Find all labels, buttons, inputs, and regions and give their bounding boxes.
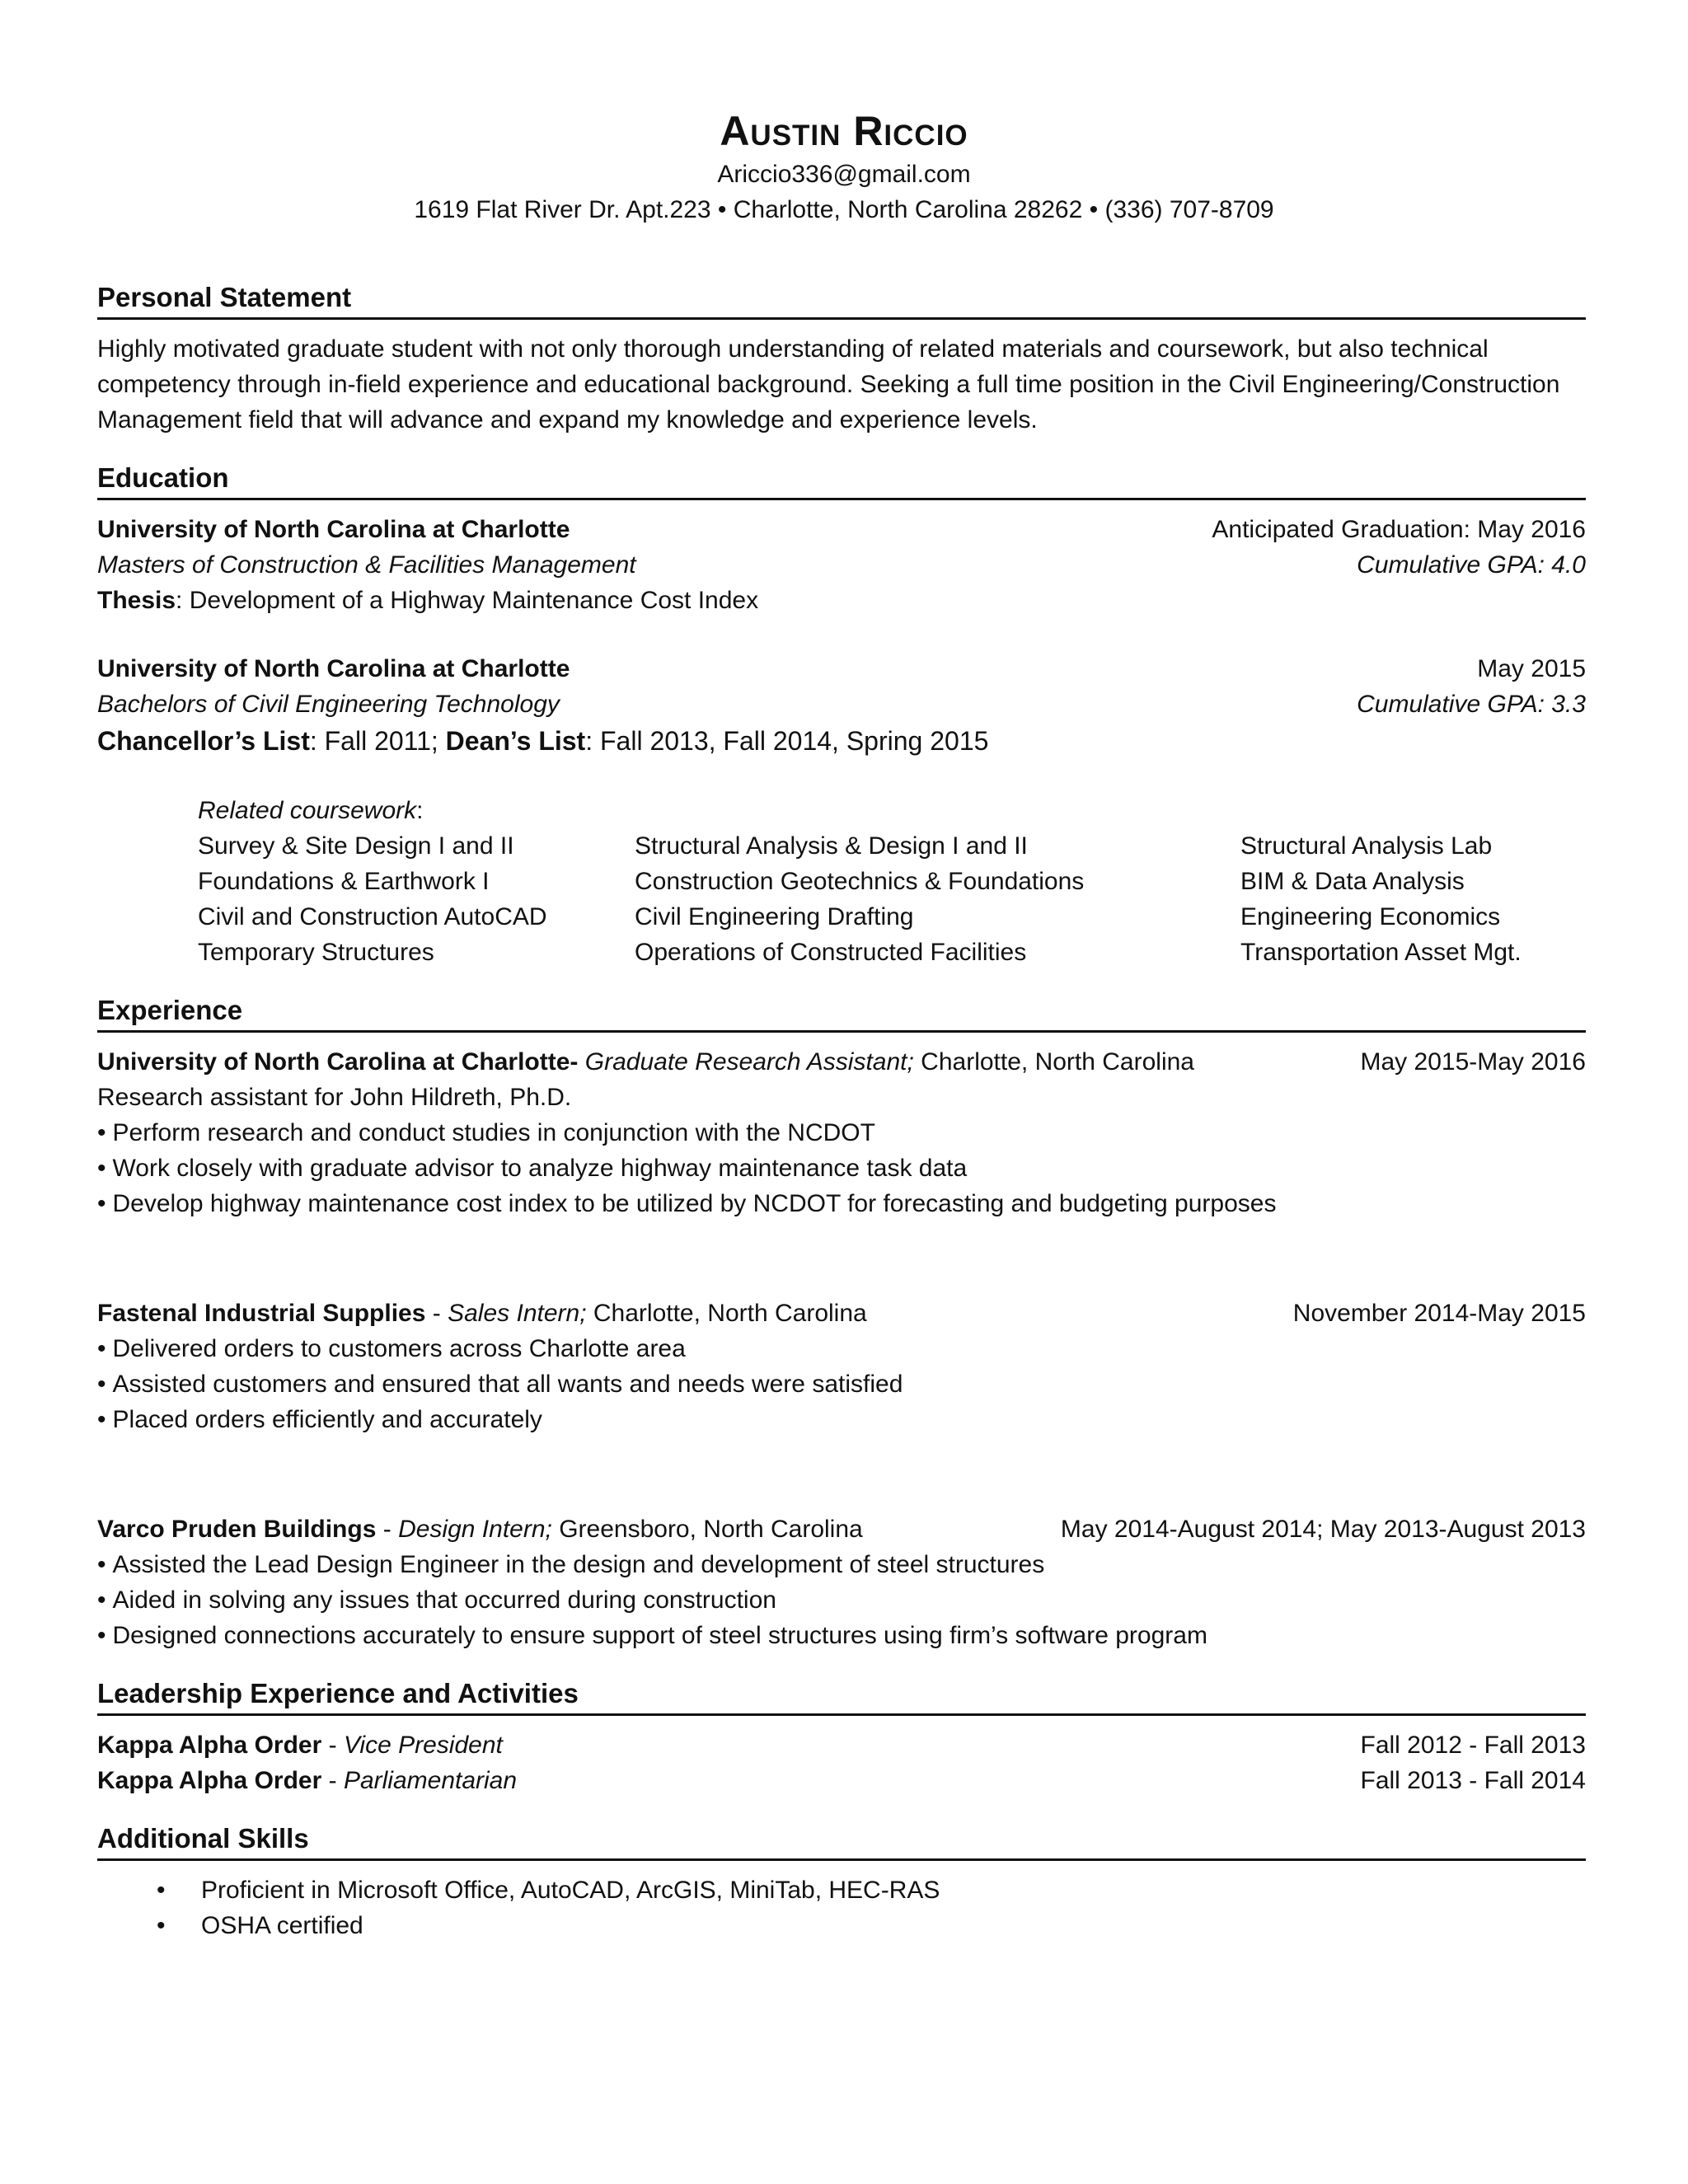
- experience-header-row: [97, 1044, 1586, 1080]
- list-item: • Work closely with graduate advisor to analyze highway maintenance task data: [97, 1151, 1586, 1186]
- organization-name: Kappa Alpha Order: [97, 1732, 322, 1759]
- personal-statement-section: [97, 279, 1586, 438]
- leadership-role: Vice President: [343, 1732, 503, 1759]
- course-item: Civil and Construction AutoCAD: [198, 903, 547, 930]
- candidate-name: Austin Riccio: [720, 108, 968, 154]
- course-item: Structural Analysis & Design I and II: [635, 832, 1028, 860]
- experience-header-row: [97, 1511, 1586, 1547]
- course-item: Engineering Economics: [1240, 903, 1501, 930]
- course-item: Construction Geotechnics & Foundations: [635, 868, 1085, 895]
- course-item: Temporary Structures: [198, 939, 434, 966]
- course-item: Survey & Site Design I and II: [198, 832, 514, 860]
- section-divider: [97, 317, 1586, 320]
- job-duties-list: [97, 1331, 1586, 1437]
- experience-entry-varco-pruden: [97, 1511, 1586, 1653]
- education-header-row: [97, 512, 1586, 547]
- resume-content: [97, 279, 1586, 1965]
- resume-header: [0, 105, 1688, 227]
- degree-name: Bachelors of Civil Engineering Technology: [97, 691, 560, 718]
- organization-name: Kappa Alpha Order: [97, 1767, 322, 1794]
- list-item: • Assisted the Lead Design Engineer in the design and development of steel structures: [97, 1547, 1586, 1582]
- job-location: Charlotte, North Carolina: [586, 1300, 867, 1327]
- experience-title-line: [97, 1296, 867, 1331]
- list-item: • Perform research and conduct studies in conjunction with the NCDOT: [97, 1115, 1586, 1151]
- address-phone-line: 1619 Flat River Dr. Apt.223 • Charlotte, North Carolina 28262 • (336) 707-8709: [414, 196, 1274, 223]
- section-divider: [97, 1030, 1586, 1033]
- course-item: BIM & Data Analysis: [1240, 868, 1465, 895]
- thesis-line: [97, 583, 1586, 618]
- section-title-leadership: Leadership Experience and Activities: [97, 1678, 579, 1708]
- thesis-text: : Development of a Highway Maintenance Cost Index: [176, 587, 759, 614]
- personal-statement-text: Highly motivated graduate student with not only thorough understanding of related materials and coursework, but also technical competency through in-field experience and educational background. Seeking a full time position in the Civil Engineering/Construction Management field that will advance and expand my knowledge and experience levels.: [97, 335, 1560, 434]
- job-location: Greensboro, North Carolina: [551, 1516, 863, 1543]
- title-separator: -: [425, 1300, 448, 1327]
- related-coursework: [97, 793, 1586, 970]
- skills-list: [97, 1872, 1586, 1943]
- course-item: Operations of Constructed Facilities: [635, 939, 1027, 966]
- job-role: Graduate Research Assistant;: [584, 1048, 914, 1076]
- job-duties-list: [97, 1547, 1586, 1653]
- title-separator: -: [570, 1048, 585, 1076]
- experience-title-line: [97, 1511, 863, 1547]
- leadership-dates: Fall 2013 - Fall 2014: [1360, 1767, 1586, 1794]
- degree-name: Masters of Construction & Facilities Management: [97, 551, 636, 579]
- list-item: • Placed orders efficiently and accurately: [97, 1402, 1586, 1437]
- education-date: Anticipated Graduation: May 2016: [1212, 516, 1586, 543]
- coursework-label-line: [198, 793, 1586, 828]
- experience-entry-fastenal: [97, 1296, 1586, 1437]
- leadership-title-line: [97, 1763, 517, 1798]
- leadership-row: [97, 1763, 1586, 1798]
- degree-row: [97, 687, 1586, 722]
- title-separator: -: [376, 1516, 399, 1543]
- title-separator: -: [321, 1767, 344, 1794]
- experience-title-line: [97, 1044, 1194, 1080]
- list-item: • Delivered orders to customers across Charlotte area: [97, 1331, 1586, 1366]
- job-dates: November 2014-May 2015: [1292, 1300, 1586, 1327]
- list-item: • Designed connections accurately to ensure support of steel structures using firm’s software program: [97, 1618, 1586, 1653]
- employer-name: University of North Carolina at Charlotte: [97, 1048, 570, 1076]
- list-item: • Develop highway maintenance cost index to be utilized by NCDOT for forecasting and budgeting purposes: [97, 1186, 1586, 1221]
- honors-line: [97, 722, 1586, 760]
- course-item: Transportation Asset Mgt.: [1240, 939, 1522, 966]
- email: Ariccio336@gmail.com: [717, 161, 971, 188]
- education-section: [97, 459, 1586, 970]
- section-title-experience: Experience: [97, 995, 243, 1025]
- skills-section: [97, 1820, 1586, 1943]
- leadership-section: [97, 1675, 1586, 1798]
- section-divider: [97, 1858, 1586, 1861]
- section-divider: [97, 1713, 1586, 1716]
- deans-list-label: Dean’s List: [445, 726, 586, 756]
- section-divider: [97, 498, 1586, 500]
- coursework-grid: [198, 828, 1586, 970]
- leadership-dates: Fall 2012 - Fall 2013: [1360, 1732, 1586, 1759]
- list-item: • Proficient in Microsoft Office, AutoCAD, ArcGIS, MiniTab, HEC-RAS: [201, 1872, 1586, 1908]
- list-item: • Aided in solving any issues that occurred during construction: [97, 1582, 1586, 1618]
- chancellors-list-label: Chancellor’s List: [97, 726, 310, 756]
- employer-name: Fastenal Industrial Supplies: [97, 1300, 426, 1327]
- coursework-colon: :: [416, 797, 424, 824]
- title-separator: -: [321, 1732, 344, 1759]
- degree-row: [97, 547, 1586, 583]
- education-entry-bachelors: [97, 651, 1586, 970]
- job-location: Charlotte, North Carolina: [913, 1048, 1194, 1076]
- gpa: Cumulative GPA: 4.0: [1357, 551, 1586, 579]
- job-role: Design Intern;: [398, 1516, 552, 1543]
- section-title-skills: Additional Skills: [97, 1823, 309, 1854]
- chancellors-list-text: : Fall 2011;: [309, 726, 446, 756]
- section-title-education: Education: [97, 462, 229, 493]
- job-role: Sales Intern;: [448, 1300, 587, 1327]
- leadership-title-line: [97, 1727, 503, 1763]
- job-duties-list: [97, 1115, 1586, 1221]
- job-dates: May 2015-May 2016: [1360, 1048, 1586, 1076]
- experience-entry-unc-charlotte: [97, 1044, 1586, 1221]
- thesis-label: Thesis: [97, 587, 176, 614]
- leadership-role: Parliamentarian: [343, 1767, 518, 1794]
- course-item: Civil Engineering Drafting: [635, 903, 914, 930]
- school-name: University of North Carolina at Charlotte: [97, 655, 570, 682]
- gpa: Cumulative GPA: 3.3: [1357, 691, 1586, 718]
- employer-name: Varco Pruden Buildings: [97, 1516, 377, 1543]
- education-entry-masters: [97, 512, 1586, 618]
- school-name: University of North Carolina at Charlotte: [97, 516, 570, 543]
- list-item: • Assisted customers and ensured that all wants and needs were satisfied: [97, 1366, 1586, 1402]
- experience-section: [97, 991, 1586, 1653]
- course-item: Foundations & Earthwork I: [198, 868, 490, 895]
- coursework-label: Related coursework: [198, 797, 417, 824]
- leadership-row: [97, 1727, 1586, 1763]
- job-dates: May 2014-August 2014; May 2013-August 2013: [1060, 1516, 1586, 1543]
- deans-list-text: : Fall 2013, Fall 2014, Spring 2015: [585, 726, 989, 756]
- section-title-personal-statement: Personal Statement: [97, 282, 352, 312]
- course-item: Structural Analysis Lab: [1240, 832, 1493, 860]
- education-date: May 2015: [1477, 655, 1586, 682]
- education-header-row: [97, 651, 1586, 687]
- experience-header-row: [97, 1296, 1586, 1331]
- list-item: • OSHA certified: [201, 1908, 1586, 1943]
- job-subtitle: Research assistant for John Hildreth, Ph.D.: [97, 1084, 572, 1111]
